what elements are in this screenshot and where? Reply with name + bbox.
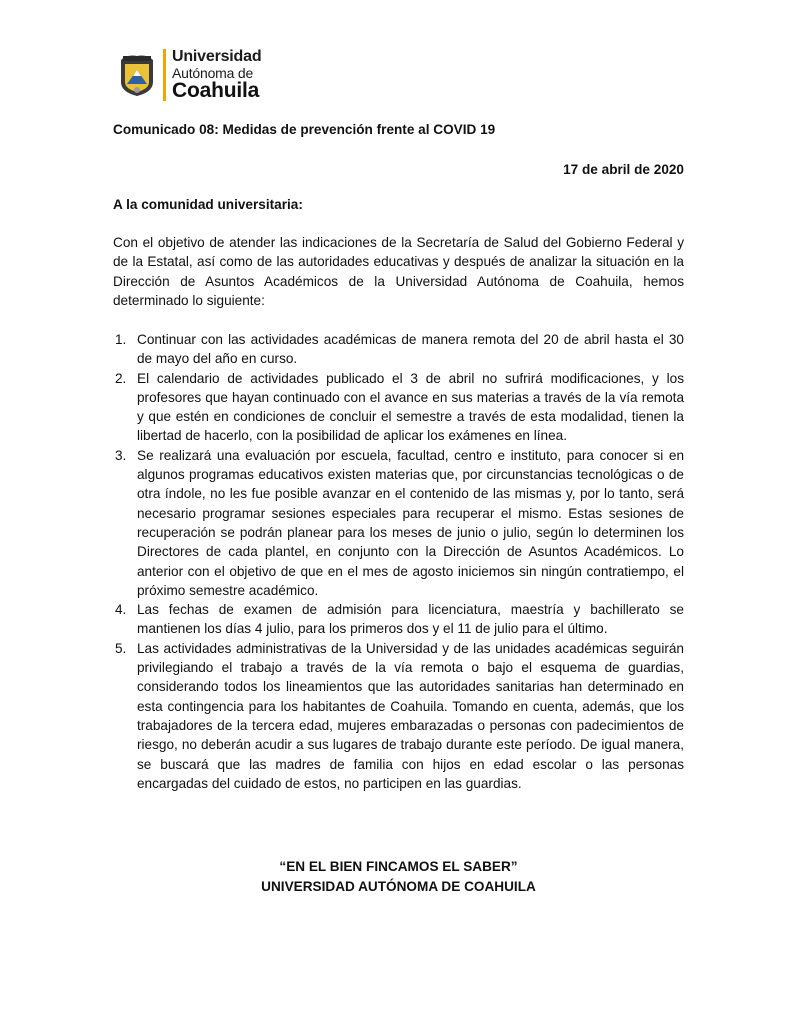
motto: “EN EL BIEN FINCAMOS EL SABER” <box>279 859 518 874</box>
document-title: Comunicado 08: Medidas de prevención frente al COVID 19 <box>113 122 496 137</box>
university-logo <box>117 47 261 103</box>
list-item <box>113 639 684 793</box>
list-item-number: 2. <box>115 370 127 386</box>
logo-divider <box>163 49 166 101</box>
list-item-text: Las actividades administrativas de la Universidad y de las unidades académicas seguirán privilegiando el trabajo a través de la vía remota o bajo el esquema de guardias, considerando todos los lineamientos que las autoridades sanitarias han determinado en esta contingencia para los habitantes de Coahuila. Tomando en cuenta, además, que los trabajadores de la tercera edad, mujeres embarazadas o personas con padecimientos de riesgo, no deberán acudir a sus lugares de trabajo durante este período. De igual manera, se buscará que las madres de familia con hijos en edad escolar o las personas encargadas del cuidado de estos, no participen en las guardias. <box>137 640 684 791</box>
list-item <box>113 600 684 639</box>
list-item-number: 4. <box>115 602 127 618</box>
list-item <box>113 330 684 369</box>
list-item-text: Continuar con las actividades académicas de manera remota del 20 de abril hasta el 30 de mayo del año en curso. <box>137 332 684 367</box>
signature: UNIVERSIDAD AUTÓNOMA DE COAHUILA <box>261 879 536 894</box>
list-item-number: 5. <box>115 640 127 656</box>
document-date: 17 de abril de 2020 <box>563 162 684 177</box>
logo-line-autonoma: Autónoma de <box>172 65 254 81</box>
logo-line-universidad: Universidad <box>172 48 262 65</box>
list-item-number: 1. <box>115 332 127 347</box>
list-item-number: 3. <box>115 447 127 463</box>
closing-block <box>113 857 684 897</box>
logo-line-coahuila: Coahuila <box>172 79 260 102</box>
intro-paragraph: Con el objetivo de atender las indicaciones de la Secretaría de Salud del Gobierno Federal y de la Estatal, así como de las autoridades educativas y después de analizar la situación en la Dirección de Asuntos Académicos de la Universidad Autónoma de Coahuila, hemos determinado lo siguiente: <box>113 235 684 308</box>
list-item-text: Se realizará una evaluación por escuela, facultad, centro e instituto, para conocer si en algunos programas educativos existen materias que, por circunstancias tecnológicas o de otra índole, no les fue posible avanzar en el contenido de las mismas y, por lo tanto, será necesario programar sesiones especiales para recuperar el mismo. Estas sesiones de recuperación se podrán planear para los meses de junio o julio, según lo determinen los Directores de cada plantel, en conjunto con la Dirección de Asuntos Académicos. Lo anterior con el objetivo de que en el mes de agosto iniciemos sin ningún contratiempo, el próximo semestre académico. <box>137 447 684 598</box>
greeting: A la comunidad universitaria: <box>113 197 303 212</box>
list-item <box>113 446 684 600</box>
list-item-text: Las fechas de examen de admisión para licenciatura, maestría y bachillerato se mantienen los días 4 julio, para los primeros dos y el 11 de julio para el último. <box>137 602 684 637</box>
list-item-text: El calendario de actividades publicado el 3 de abril no sufrirá modificaciones, y los profesores que hayan continuado con el avance en sus materias a través de la vía remota y que estén en condiciones de concluir el semestre a través de esta modalidad, tienen la libertad de hacerlo, con la posibilidad de aplicar los exámenes en línea. <box>137 370 684 444</box>
list-item <box>113 369 684 446</box>
university-crest-icon <box>117 52 157 98</box>
measures-list <box>113 330 684 793</box>
